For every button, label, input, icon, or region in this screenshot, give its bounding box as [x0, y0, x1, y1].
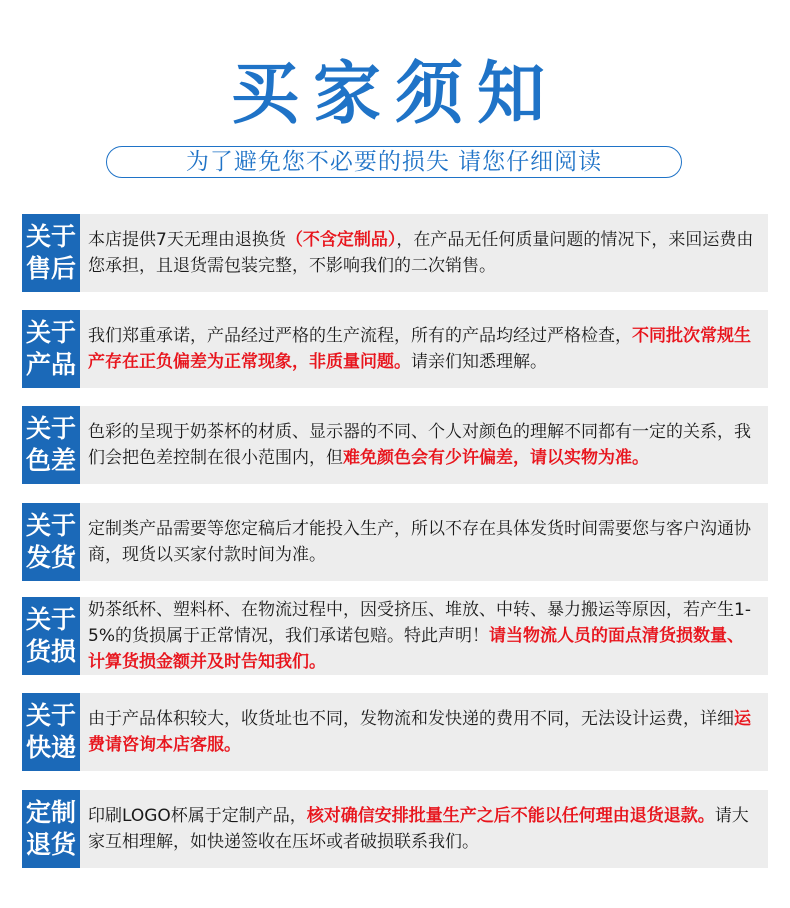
- notice-tag: [22, 597, 80, 675]
- text-segment: 请亲们知悉理解。: [411, 352, 547, 372]
- page-subtitle: 为了避免您不必要的损失 请您仔细阅读: [106, 146, 682, 178]
- tag-line-1: 关于: [25, 605, 76, 634]
- notice-text: [80, 406, 768, 484]
- notice-text: [80, 214, 768, 292]
- notice-tag: [22, 310, 80, 388]
- highlight-segment: 核对确信安排批量生产之后不能以任何理由退货退款。: [306, 806, 715, 826]
- notice-tag: [22, 790, 80, 868]
- tag-line-2: 产品: [25, 350, 76, 379]
- notice-tag: [22, 693, 80, 771]
- highlight-segment: 运费请咨询本店客服。: [88, 709, 751, 755]
- notice-tag: [22, 214, 80, 292]
- tag-line-1: 关于: [25, 318, 76, 347]
- text-segment: 本店提供7天无理由退换货: [88, 230, 286, 250]
- text-segment: ，在产品无任何质量问题的情况下，来回运费由您承担，且退货需包装完整，不影响我们的二次销售。: [88, 230, 754, 276]
- notice-tag: [22, 503, 80, 581]
- highlight-segment: 请当物流人员的面点清货损数量、计算货损金额并及时告知我们。: [88, 626, 744, 672]
- text-segment: 奶茶纸杯、塑料杯、在物流过程中，因受挤压、堆放、中转、暴力搬运等原因，若产生1-5%的货损属于正常情况，我们承诺包赔。特此声明！: [88, 600, 751, 646]
- highlight-segment: （不含定制品）: [285, 230, 397, 250]
- notice-text: [80, 790, 768, 868]
- tag-line-2: 售后: [25, 254, 76, 283]
- tag-line-1: 关于: [25, 222, 76, 251]
- tag-line-2: 退货: [25, 830, 76, 859]
- notice-color-difference: [22, 406, 768, 484]
- tag-line-1: 关于: [25, 414, 76, 443]
- highlight-segment: 不同批次常规生产存在正负偏差为正常现象，非质量问题。: [88, 326, 751, 372]
- notice-product: [22, 310, 768, 388]
- text-segment: 色彩的呈现于奶茶杯的材质、显示器的不同、个人对颜色的理解不同都有一定的关系，我们会把色差控制在很小范围内，但: [88, 422, 751, 468]
- highlight-segment: 难免颜色会有少许偏差，请以实物为准。: [343, 448, 649, 468]
- notice-custom-returns: [22, 790, 768, 868]
- text-segment: 印刷LOGO杯属于定制产品，: [88, 806, 307, 826]
- notice-express: [22, 693, 768, 771]
- tag-line-1: 关于: [25, 511, 76, 540]
- tag-line-1: 关于: [25, 701, 76, 730]
- notice-text: [80, 693, 768, 771]
- text-segment: 我们郑重承诺，产品经过严格的生产流程，所有的产品均经过严格检查，: [88, 326, 632, 346]
- notice-tag: [22, 406, 80, 484]
- tag-line-2: 货损: [25, 637, 76, 666]
- text-segment: 由于产品体积较大，收货址也不同，发物流和发快递的费用不同，无法设计运费，详细: [88, 709, 734, 729]
- page-title: 买家须知: [230, 54, 559, 134]
- text-segment: 定制类产品需要等您定稿后才能投入生产，所以不存在具体发货时间需要您与客户沟通协商，现货以买家付款时间为准。: [88, 519, 751, 565]
- notice-text: [80, 310, 768, 388]
- tag-line-2: 色差: [25, 446, 76, 475]
- notice-shipping: [22, 503, 768, 581]
- notice-after-sales: [22, 214, 768, 292]
- tag-line-1: 定制: [25, 798, 76, 827]
- notice-text: [80, 503, 768, 581]
- notice-text: [80, 597, 768, 675]
- tag-line-2: 发货: [25, 543, 76, 572]
- tag-line-2: 快递: [25, 733, 76, 762]
- notice-damage: [22, 597, 768, 675]
- text-segment: 请大家互相理解，如快递签收在压坏或者破损联系我们。: [88, 806, 749, 852]
